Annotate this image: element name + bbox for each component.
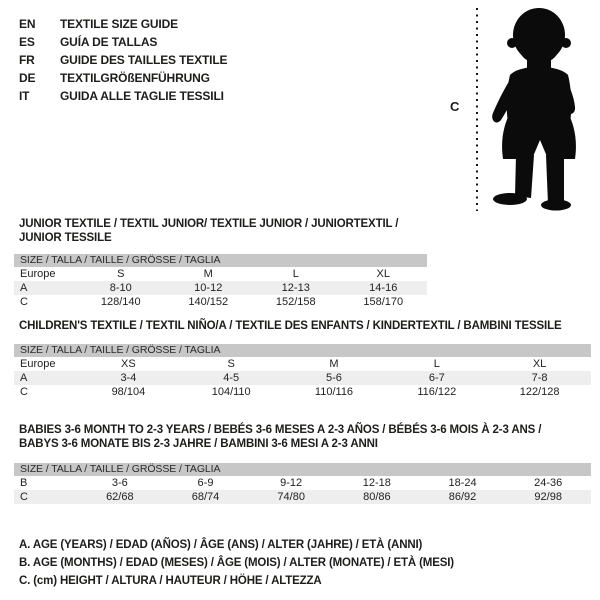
value-cell: 8-10 — [109, 282, 132, 294]
language-code: IT — [19, 89, 30, 103]
value-cell: 12-18 — [362, 477, 391, 489]
language-row — [19, 69, 227, 87]
language-code: ES — [19, 35, 35, 49]
language-code: FR — [19, 53, 35, 67]
value-cell: 24-36 — [534, 477, 563, 489]
row-label-cell: C — [20, 386, 28, 398]
value-cell: 158/170 — [363, 296, 404, 308]
size-bar-label: SIZE / TALLA / TAILLE / GRÖSSE / TAGLIA — [20, 254, 221, 266]
value-cell: 9-12 — [280, 477, 303, 489]
size-bar — [14, 254, 427, 267]
size-table-babies — [14, 423, 591, 504]
table-title — [19, 319, 591, 333]
size-table-children — [14, 319, 591, 399]
value-cell: 6-9 — [197, 477, 214, 489]
table-title-line: CHILDREN'S TEXTILE / TEXTIL NIÑO/A / TEXTILE DES ENFANTS / KINDERTEXTIL / BAMBINI TESSILE — [19, 320, 562, 332]
row-label-cell: Europe — [20, 268, 56, 280]
size-bar-label: SIZE / TALLA / TAILLE / GRÖSSE / TAGLIA — [20, 463, 221, 475]
row-label-cell: A — [20, 282, 28, 294]
language-label: GUÍA DE TALLAS — [60, 35, 158, 49]
row-label-cell: C — [20, 296, 28, 308]
table-row — [14, 490, 591, 504]
size-table-junior — [14, 217, 427, 309]
table-title — [19, 423, 591, 451]
value-cell: 14-16 — [369, 282, 398, 294]
value-cell: 80/86 — [363, 491, 391, 503]
legend — [19, 536, 454, 590]
table-row — [14, 385, 591, 399]
language-row — [19, 51, 227, 69]
value-cell: 62/68 — [106, 491, 134, 503]
table-body — [14, 267, 427, 309]
value-cell: S — [227, 358, 235, 370]
value-cell: 12-13 — [281, 282, 310, 294]
table-body — [14, 476, 591, 504]
language-row — [19, 87, 227, 105]
toddler-silhouette-icon — [482, 5, 598, 211]
row-label-cell: B — [20, 477, 28, 489]
value-cell: 10-12 — [194, 282, 223, 294]
value-cell: 74/80 — [277, 491, 305, 503]
height-measure-label: C — [450, 99, 460, 114]
size-bar-label: SIZE / TALLA / TAILLE / GRÖSSE / TAGLIA — [20, 344, 221, 356]
value-cell: 110/116 — [314, 386, 354, 398]
height-measure-line — [476, 8, 478, 211]
value-cell: 3-4 — [120, 372, 137, 384]
language-label: GUIDA ALLE TAGLIE TESSILI — [60, 89, 224, 103]
value-cell: 86/92 — [448, 491, 477, 503]
value-cell: XL — [376, 268, 390, 280]
table-title-line: BABIES 3-6 MONTH TO 2-3 YEARS / BEBÉS 3-6 MESES A 2-3 AÑOS / BÉBÉS 3-6 MOIS À 2-3 ANS / — [19, 424, 542, 436]
table-row — [14, 476, 591, 490]
value-cell: 98/104 — [111, 386, 146, 398]
value-cell: 7-8 — [531, 372, 548, 384]
language-row — [19, 15, 227, 33]
value-cell: 116/122 — [417, 386, 457, 398]
value-cell: M — [203, 268, 213, 280]
row-label-cell: Europe — [20, 358, 56, 370]
table-row — [14, 371, 591, 385]
table-row — [14, 357, 591, 371]
value-cell: 140/152 — [188, 296, 229, 308]
value-cell: 5-6 — [326, 372, 342, 384]
language-label: TEXTILE SIZE GUIDE — [60, 17, 178, 31]
value-cell: 18-24 — [448, 477, 477, 489]
language-list — [19, 15, 227, 105]
legend-line: C. (cm) HEIGHT / ALTURA / HAUTEUR / HÖHE / ALTEZZA — [19, 575, 322, 587]
row-label-cell: A — [20, 372, 28, 384]
legend-line: B. AGE (MONTHS) / EDAD (MESES) / ÂGE (MOIS) / ALTER (MONATE) / ETÀ (MESI) — [19, 557, 454, 569]
value-cell: XL — [532, 358, 547, 370]
language-code: DE — [19, 71, 36, 85]
size-bar — [14, 463, 591, 476]
value-cell: 122/128 — [519, 386, 560, 398]
table-row — [14, 267, 427, 281]
value-cell: L — [433, 358, 440, 370]
value-cell: S — [117, 268, 125, 280]
table-title-line: BABYS 3-6 MONATE BIS 2-3 JAHRE / BAMBINI 3-6 MESI A 2-3 ANNI — [19, 438, 378, 450]
legend-line: A. AGE (YEARS) / EDAD (AÑOS) / ÂGE (ANS) / ALTER (JAHRE) / ETÀ (ANNI) — [19, 539, 423, 551]
language-label: GUIDE DES TAILLES TEXTILE — [60, 53, 228, 67]
size-bar — [14, 344, 591, 357]
value-cell: 3-6 — [111, 477, 128, 489]
value-cell: 92/98 — [534, 491, 562, 503]
table-title-line: JUNIOR TEXTILE / TEXTIL JUNIOR/ TEXTILE JUNIOR / JUNIORTEXTIL / JUNIOR TESSILE — [19, 218, 399, 244]
row-label-cell: C — [20, 491, 28, 503]
value-cell: L — [292, 268, 299, 280]
value-cell: 128/140 — [100, 296, 141, 308]
value-cell: 4-5 — [223, 372, 240, 384]
language-code: EN — [19, 17, 36, 31]
table-body — [14, 357, 591, 399]
value-cell: XS — [121, 358, 136, 370]
value-cell: 68/74 — [191, 491, 220, 503]
table-title — [19, 217, 427, 245]
language-label: TEXTILGRÖßENFÜHRUNG — [60, 71, 210, 85]
table-row — [14, 281, 427, 295]
value-cell: 6-7 — [428, 372, 445, 384]
value-cell: 152/158 — [275, 296, 316, 308]
value-cell: M — [329, 358, 339, 370]
table-row — [14, 295, 427, 309]
language-row — [19, 33, 227, 51]
value-cell: 104/110 — [211, 386, 251, 398]
